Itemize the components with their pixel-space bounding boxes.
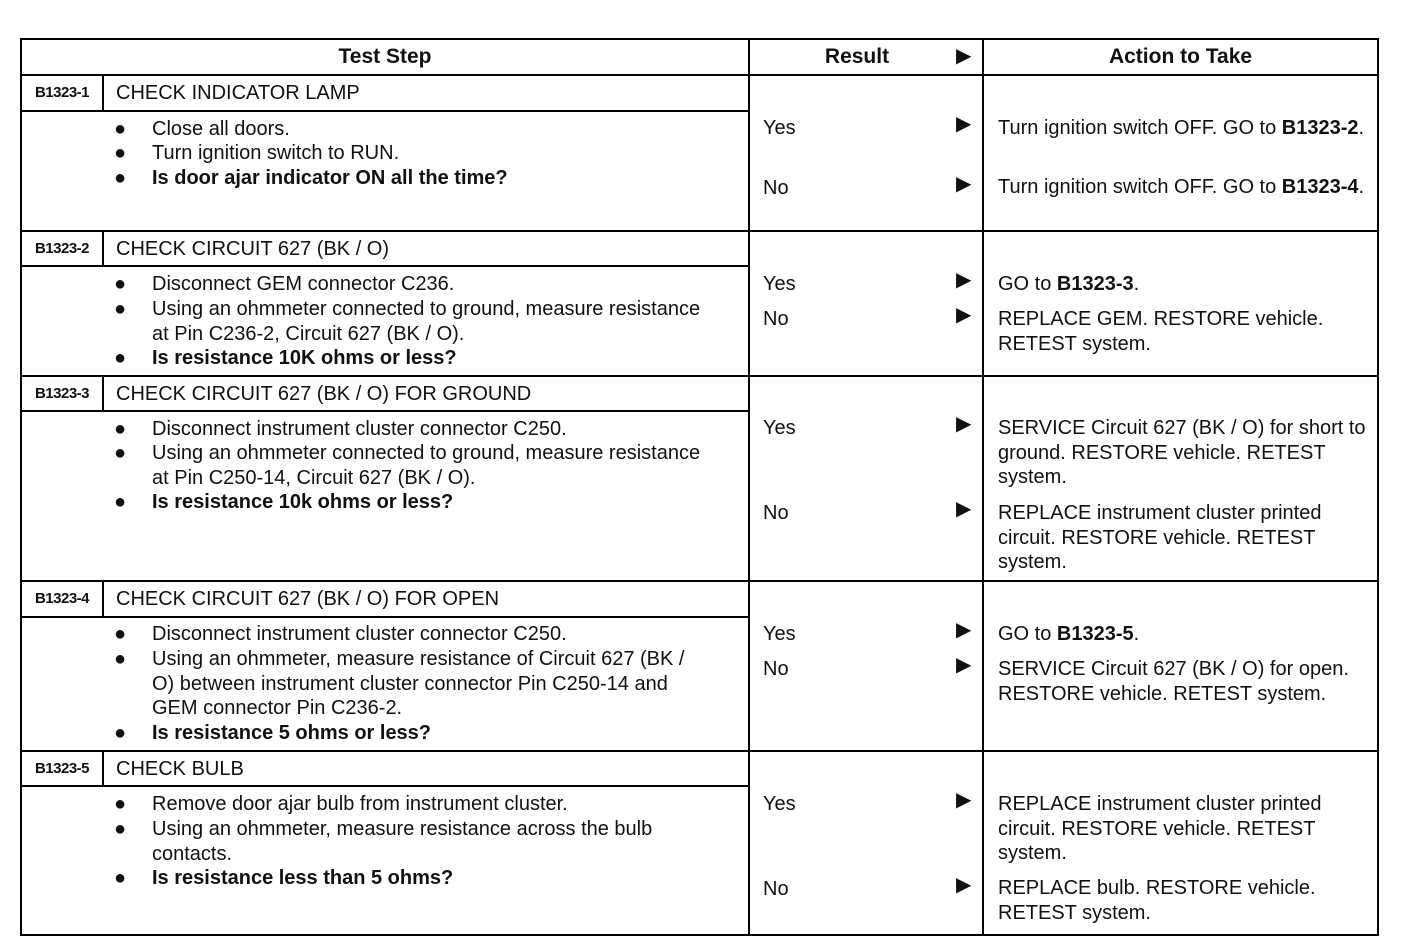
action-text: REPLACE GEM. RESTORE vehicle. RETEST system. xyxy=(998,308,1324,355)
step-reference: B1323-5 xyxy=(1056,623,1134,645)
step-question: Is resistance less than 5 ohms? xyxy=(152,867,454,889)
result-label: Yes xyxy=(763,117,796,139)
step-id: B1323-1 xyxy=(34,84,90,101)
step-reference: B1323-4 xyxy=(1281,176,1359,198)
step-title: CHECK CIRCUIT 627 (BK / O) FOR OPEN xyxy=(116,588,500,610)
step-title-divider xyxy=(22,265,748,267)
action-text: GO to B1323-5. xyxy=(998,623,1140,645)
action-text: GO to B1323-3. xyxy=(998,273,1140,295)
step-instruction: Using an ohmmeter connected to ground, measure resistance at Pin C236-2, Circuit 627 (BK / O). xyxy=(152,298,701,345)
step-id-divider xyxy=(102,232,104,266)
arrow-icon: ▶ xyxy=(956,173,972,195)
action-text: REPLACE bulb. RESTORE vehicle. RETEST system. xyxy=(998,877,1316,924)
step-title-divider xyxy=(22,110,748,112)
bullet-icon: ● xyxy=(114,648,127,670)
action-text: REPLACE instrument cluster printed circuit. RESTORE vehicle. RETEST system. xyxy=(998,793,1322,864)
step-title-divider xyxy=(22,616,748,618)
arrow-icon: ▶ xyxy=(956,654,972,676)
bullet-icon: ● xyxy=(114,118,127,140)
action-text: REPLACE instrument cluster printed circuit. RESTORE vehicle. RETEST system. xyxy=(998,502,1322,573)
column-divider xyxy=(748,38,750,936)
arrow-icon: ▶ xyxy=(956,874,972,896)
result-label: Yes xyxy=(763,417,796,439)
step-instruction: Using an ohmmeter connected to ground, measure resistance at Pin C250-14, Circuit 627 (BK / O). xyxy=(152,442,701,489)
action-text: Turn ignition switch OFF. GO to B1323-4. xyxy=(998,176,1365,198)
step-title: CHECK CIRCUIT 627 (BK / O) FOR GROUND xyxy=(116,383,532,405)
step-id-divider xyxy=(102,752,104,786)
bullet-icon: ● xyxy=(114,142,127,164)
bullet-icon: ● xyxy=(114,347,127,369)
step-title: CHECK CIRCUIT 627 (BK / O) xyxy=(116,238,390,260)
step-title: CHECK BULB xyxy=(116,758,244,780)
step-question: Is door ajar indicator ON all the time? xyxy=(152,167,508,189)
step-instruction: Disconnect instrument cluster connector C250. xyxy=(152,418,567,440)
step-instruction: Disconnect GEM connector C236. xyxy=(152,273,455,295)
step-instruction: Remove door ajar bulb from instrument cluster. xyxy=(152,793,568,815)
step-reference: B1323-3 xyxy=(1056,273,1134,295)
step-title-divider xyxy=(22,785,748,787)
result-label: No xyxy=(763,308,789,330)
bullet-icon: ● xyxy=(114,623,127,645)
arrow-icon: ▶ xyxy=(956,269,972,291)
arrow-icon: ▶ xyxy=(956,619,972,641)
bullet-icon: ● xyxy=(114,867,127,889)
action-text: SERVICE Circuit 627 (BK / O) for short to ground. RESTORE vehicle. RETEST system. xyxy=(998,417,1366,488)
header-action: Action to Take xyxy=(1108,45,1253,68)
arrow-icon: ▶ xyxy=(956,789,972,811)
step-question: Is resistance 5 ohms or less? xyxy=(152,722,432,744)
arrow-icon: ▶ xyxy=(956,45,972,67)
arrow-icon: ▶ xyxy=(956,413,972,435)
step-id-divider xyxy=(102,76,104,110)
step-instruction: Disconnect instrument cluster connector C250. xyxy=(152,623,567,645)
arrow-icon: ▶ xyxy=(956,304,972,326)
step-title-divider xyxy=(22,410,748,412)
bullet-icon: ● xyxy=(114,298,127,320)
result-label: No xyxy=(763,502,789,524)
bullet-icon: ● xyxy=(114,491,127,513)
step-instruction: Close all doors. xyxy=(152,118,290,140)
bullet-icon: ● xyxy=(114,818,127,840)
result-label: No xyxy=(763,658,789,680)
step-id: B1323-5 xyxy=(34,760,90,777)
bullet-icon: ● xyxy=(114,418,127,440)
bullet-icon: ● xyxy=(114,167,127,189)
arrow-icon: ▶ xyxy=(956,113,972,135)
step-question: Is resistance 10k ohms or less? xyxy=(152,491,454,513)
bullet-icon: ● xyxy=(114,722,127,744)
step-instruction: Using an ohmmeter, measure resistance of Circuit 627 (BK / O) between instrument cluster connector Pin C250-14 and GEM connector Pin C236-2. xyxy=(152,648,685,719)
bullet-icon: ● xyxy=(114,793,127,815)
step-id: B1323-4 xyxy=(34,590,90,607)
action-text: Turn ignition switch OFF. GO to B1323-2. xyxy=(998,117,1365,139)
step-instruction: Turn ignition switch to RUN. xyxy=(152,142,400,164)
result-label: Yes xyxy=(763,273,796,295)
step-reference: B1323-2 xyxy=(1281,117,1359,139)
header-test-step: Test Step xyxy=(338,45,432,68)
result-label: Yes xyxy=(763,623,796,645)
step-question: Is resistance 10K ohms or less? xyxy=(152,347,457,369)
step-id: B1323-2 xyxy=(34,240,90,257)
column-divider xyxy=(982,38,984,936)
bullet-icon: ● xyxy=(114,442,127,464)
result-label: No xyxy=(763,177,789,199)
action-text: SERVICE Circuit 627 (BK / O) for open. RESTORE vehicle. RETEST system. xyxy=(998,658,1349,705)
step-id-divider xyxy=(102,582,104,616)
result-label: No xyxy=(763,878,789,900)
result-label: Yes xyxy=(763,793,796,815)
step-id-divider xyxy=(102,377,104,411)
arrow-icon: ▶ xyxy=(956,498,972,520)
bullet-icon: ● xyxy=(114,273,127,295)
step-id: B1323-3 xyxy=(34,385,90,402)
header-result: Result xyxy=(824,45,890,68)
step-title: CHECK INDICATOR LAMP xyxy=(116,82,360,104)
step-instruction: Using an ohmmeter, measure resistance across the bulb contacts. xyxy=(152,818,653,865)
